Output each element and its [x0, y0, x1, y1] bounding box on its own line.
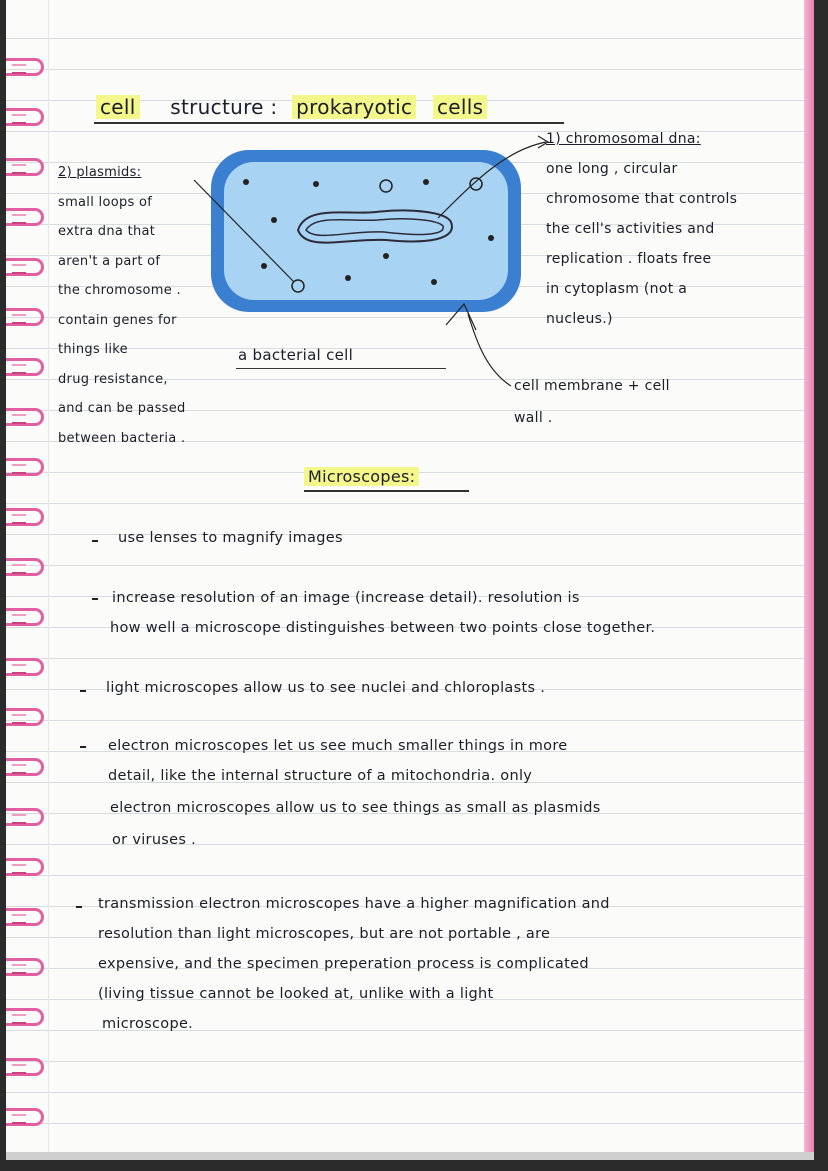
note-point: electron microscopes let us see much smaller things in more — [108, 738, 568, 754]
label-line: things like — [58, 342, 128, 357]
label-line: in cytoplasm (not a — [546, 281, 688, 297]
label-line: between bacteria . — [58, 430, 186, 446]
caption-underline — [236, 368, 446, 369]
title-word-cells: cells — [433, 95, 487, 119]
ribosome — [383, 253, 389, 259]
title-word-structure: structure : — [170, 95, 278, 119]
label-line: replication . floats free — [546, 251, 712, 267]
bullet-marker — [76, 906, 82, 908]
note-point: detail, like the internal structure of a mitochondria. only — [108, 768, 533, 784]
bullet-marker — [80, 746, 86, 748]
ribosome — [271, 217, 277, 223]
label-line: chromosome that controls — [546, 191, 738, 207]
label-line: one long , circular — [546, 161, 678, 177]
notebook-page — [6, 0, 814, 1160]
note-point: or viruses . — [112, 832, 197, 848]
title-word-cell: cell — [96, 95, 140, 119]
note-point: how well a microscope distinguishes between two points close together. — [110, 620, 656, 636]
label-line: wall . — [514, 410, 553, 426]
microscopes-heading-text: Microscopes: — [304, 467, 419, 486]
ribosome — [488, 235, 494, 241]
ribosome — [261, 263, 267, 269]
note-point: resolution than light microscopes, but are not portable , are — [98, 926, 551, 942]
diagram-caption: a bacterial cell — [238, 346, 354, 364]
ribosome — [423, 179, 429, 185]
note-point: transmission electron microscopes have a higher magnification and — [98, 896, 610, 912]
ribosome — [431, 279, 437, 285]
ribosome — [313, 181, 319, 187]
label-line: the cell's activities and — [546, 221, 715, 237]
note-point: light microscopes allow us to see nuclei and chloroplasts . — [106, 680, 546, 696]
heading-underline — [304, 490, 469, 492]
note-point: electron microscopes allow us to see things as small as plasmids — [110, 800, 601, 816]
title-word-prokaryotic: prokaryotic — [292, 95, 416, 119]
label-line: the chromosome . — [58, 283, 181, 298]
note-point: microscope. — [102, 1016, 194, 1032]
label-line: nucleus.) — [546, 311, 613, 327]
chromosomal-dna-label — [546, 124, 737, 334]
membrane-label — [514, 370, 670, 434]
label-line: 1) chromosomal dna: — [546, 131, 701, 147]
cytoplasm — [224, 162, 508, 300]
bullet-marker — [80, 690, 86, 692]
note-point: expensive, and the specimen preperation process is complicated — [98, 956, 589, 972]
label-line: small loops of — [58, 194, 153, 210]
label-line: extra dna that — [58, 224, 156, 239]
membrane-arrow — [468, 314, 511, 386]
label-line: contain genes for — [58, 312, 177, 328]
microscopes-heading — [304, 467, 419, 486]
label-line: cell membrane + cell — [514, 378, 670, 394]
ribosome — [243, 179, 249, 185]
note-point: use lenses to magnify images — [118, 530, 343, 546]
note-point: increase resolution of an image (increase detail). resolution is — [112, 590, 580, 606]
label-line: 2) plasmids: — [58, 165, 142, 180]
plasmids-label — [58, 158, 186, 453]
label-line: and can be passed — [58, 401, 186, 416]
bullet-marker — [92, 598, 98, 600]
note-point: (living tissue cannot be looked at, unlike with a light — [98, 986, 494, 1002]
label-line: aren't a part of — [58, 253, 161, 269]
ribosome — [345, 275, 351, 281]
bullet-marker — [92, 540, 98, 542]
label-line: drug resistance, — [58, 371, 168, 387]
